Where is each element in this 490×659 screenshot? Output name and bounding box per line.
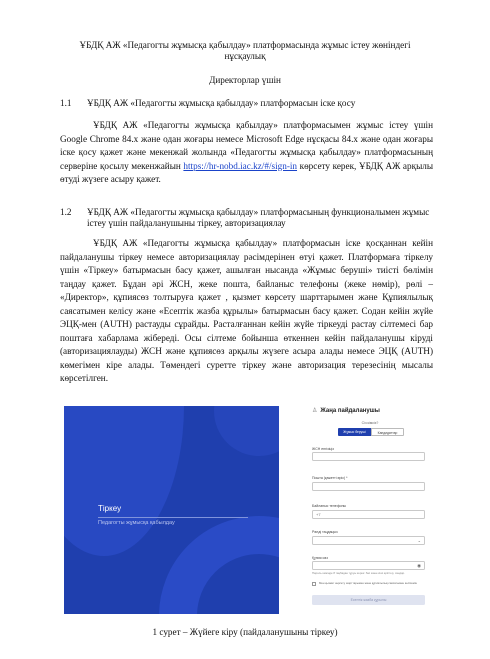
figure-caption: 1 сурет – Жүйеге кіру (пайдаланушыны тіркеу) — [152, 627, 338, 637]
email-label: Пошта (қажетті өріс) * — [312, 476, 348, 480]
eye-icon[interactable]: ◉ — [417, 563, 421, 568]
document-subtitle: Директорлар үшін — [209, 75, 281, 85]
iin-label: ЖСН енгізіңіз — [312, 447, 334, 451]
password-label: Құпия сөз — [312, 556, 328, 560]
registration-hero-panel — [64, 406, 279, 614]
section-2-number: 1.2 — [60, 207, 72, 217]
user-plus-icon: ♙ — [312, 408, 318, 414]
role-question: Сіз кімсіз? — [361, 421, 379, 425]
iin-input[interactable] — [312, 452, 425, 461]
registration-form — [310, 406, 430, 616]
password-hint: Пароль кемінде 8 таңбадан тұруы керек: бас және кіші әріптер, сандар. — [312, 571, 405, 575]
tab-employer[interactable]: Жұмыс беруші — [338, 428, 371, 436]
section-2-heading-text: ҰБДҚ АЖ «Педагогты жұмысқа қабылдау» платформасының функционалымен жұмыс істеу үшін пайдаланушыны тіркеу, авторизациялау — [87, 207, 430, 228]
email-input[interactable] — [312, 482, 425, 491]
password-input[interactable] — [312, 561, 425, 570]
consent-checkbox[interactable] — [312, 582, 316, 586]
role-select[interactable] — [312, 536, 425, 545]
section-1-text-before-link: ҰБДҚ АЖ «Педагогты жұмысқа қабылдау» платформасымен жұмыс істеу үшін Google Chrome 84.x және одан жоғары немесе Microsoft Edge нұсқасы 84.x және одан жоғары іске қосу қажет және мекенжай жолында «Педагогты жұмысқа қабылдау» платформасының серверіне қосылу мекенжайын — [60, 120, 433, 171]
section-1-text-after-link: көрсету керек, ҰБДҚ АЖ арқылы өтуді жүзеге асыру қажет. — [60, 160, 433, 185]
hero-subtitle: Педагогты жұмысқа қабылдау — [98, 520, 175, 526]
phone-prefix: +7 — [316, 512, 321, 517]
section-2-paragraph: ҰБДҚ АЖ «Педагогты жұмысқа қабылдау» платформасын іске қосқаннан кейін пайдаланушы тіркеу немесе авторизациялау рәсімдерінен өтуі қажет. Платформаға тіркелу үшін «Тіркеу» батырмасын басу қажет, ашылған нысанда «Жұмыс беруші» тиісті бөлімін таңдау қажет. Бұдан әрі ЖСН, жеке пошта, байланыс телефоны (жеке нөмір), рөлі – «Директор», құпиясөз толтыруға қажет , қызмет көрсету шарттарымен және Құпиялылық саясатымен келісу және «Есептік жазба құрылы» батырмасын басу қажет. Содан кейін жүйе ЭЦҚ-мен (AUTH) растауды сұрайды. Расталғаннан кейін жүйе тіркеуді растау сілтемесі бар поштаға хабарлама жібереді. Осы сілтеме бойынша өткеннен кейін пайдаланушы кіруді (авторизациялауды) ЖСН және құпиясөз арқылы жүзеге асыра алады немесе ЭЦҚ (AUTH) көмегімен кіре алады. Төмендегі суретте тіркеу және авторизация терезесінің мысалы көрсетілген. — [60, 238, 433, 384]
tab-candidate[interactable]: Кандидаттар — [371, 428, 404, 436]
section-2-heading — [60, 207, 440, 229]
section-1-paragraph — [60, 119, 433, 187]
form-title — [312, 407, 380, 414]
consent-text: Мен қызмет көрсету шарттарымен және құпиялылық саясатымен келісемін — [319, 581, 417, 585]
document-title: ҰБДҚ АЖ «Педагогты жұмысқа қабылдау» платформасында жұмыс істеу жөніндегі нұсқаулық — [79, 40, 411, 61]
section-1-heading — [60, 98, 440, 109]
hero-title: Тіркеу — [98, 504, 122, 513]
chevron-down-icon: ⌄ — [417, 538, 421, 543]
section-1-heading-text: ҰБДҚ АЖ «Педагогты жұмысқа қабылдау» платформасын іске қосу — [87, 98, 356, 108]
create-account-button[interactable]: Есептік жазба құрылы — [312, 595, 425, 605]
figure-1 — [60, 406, 430, 616]
role-tabs — [338, 428, 404, 436]
role-label: Рөлді таңдаңыз — [312, 530, 338, 534]
phone-label: Байланыс телефоны — [312, 504, 347, 508]
form-title-text: Жаңа пайдаланушы — [320, 408, 380, 414]
phone-input[interactable] — [312, 510, 425, 519]
platform-link[interactable]: https://hr-nobd.iac.kz/#/sign-in — [183, 160, 298, 171]
section-1-number: 1.1 — [60, 98, 72, 108]
